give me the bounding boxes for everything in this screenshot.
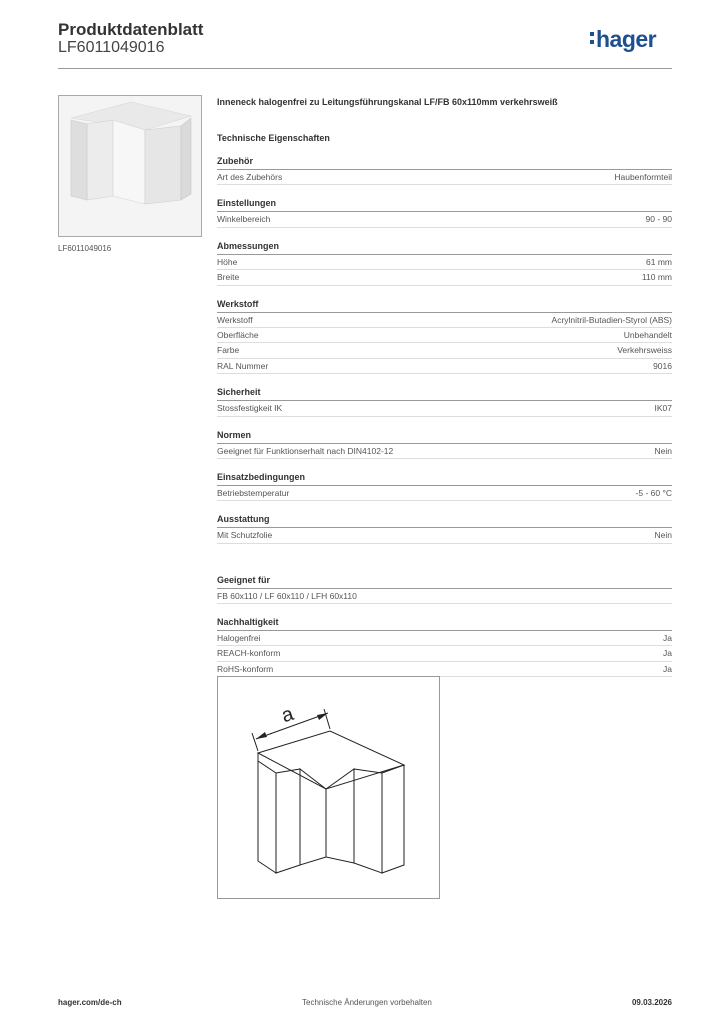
- section-title: Zubehör: [217, 156, 672, 170]
- footer-website: hager.com/de-ch: [58, 998, 122, 1007]
- spec-label: RAL Nummer: [217, 360, 269, 371]
- spec-row: [217, 170, 672, 185]
- section-title: Ausstattung: [217, 514, 672, 528]
- spec-value: Nein: [654, 445, 672, 456]
- spec-section-normen: [217, 430, 672, 459]
- spec-value: Ja: [663, 633, 672, 644]
- page-title: Produktdatenblatt: [58, 20, 204, 39]
- spec-value: 110 mm: [641, 272, 672, 283]
- section-title: Werkstoff: [217, 299, 672, 313]
- spec-label: FB 60x110 / LF 60x110 / LFH 60x110: [217, 590, 357, 601]
- spec-value: Ja: [663, 663, 672, 674]
- spec-label: Halogenfrei: [217, 633, 261, 644]
- spec-value: Verkehrsweiss: [617, 345, 672, 356]
- spec-row: [217, 589, 672, 604]
- spec-value: 90 - 90: [645, 214, 672, 225]
- spec-value: 9016: [653, 360, 672, 371]
- spec-section-einsatzbedingungen: [217, 472, 672, 501]
- spec-value: Ja: [663, 648, 672, 659]
- spec-label: Oberfläche: [217, 329, 259, 340]
- spec-label: Betriebstemperatur: [217, 487, 290, 498]
- image-caption: LF6011049016: [58, 244, 112, 253]
- footer-disclaimer: Technische Änderungen vorbehalten: [302, 998, 432, 1007]
- spec-row: [217, 313, 672, 328]
- spec-row: [217, 631, 672, 646]
- section-title: Sicherheit: [217, 387, 672, 401]
- spec-row: [217, 343, 672, 358]
- product-image: [58, 95, 202, 237]
- section-title: Abmessungen: [217, 241, 672, 255]
- product-image-drawing: [59, 96, 201, 236]
- spec-label: Art des Zubehörs: [217, 172, 283, 182]
- hager-logo: [590, 26, 656, 53]
- spec-section-werkstoff: [217, 299, 672, 375]
- spec-label: Stossfestigkeit IK: [217, 403, 283, 414]
- tech-properties-heading: Technische Eigenschaften: [217, 133, 330, 143]
- spec-row: [217, 401, 672, 416]
- spec-row: [217, 212, 672, 227]
- spec-row: [217, 486, 672, 501]
- article-number: LF6011049016: [58, 39, 165, 56]
- spec-section-nachhaltigkeit: [217, 617, 672, 677]
- spec-value: Acrylnitril-Butadien-Styrol (ABS): [551, 314, 672, 325]
- left-flange: [258, 761, 276, 873]
- technical-drawing-svg: [218, 677, 439, 898]
- spec-value: Unbehandelt: [623, 329, 672, 340]
- spec-row: [217, 528, 672, 543]
- spec-row: [217, 328, 672, 343]
- spec-row: [217, 444, 672, 459]
- section-title: Einstellungen: [217, 198, 672, 212]
- right-flange: [382, 765, 404, 873]
- footer-date: 09.03.2026: [631, 998, 672, 1007]
- spec-row: [217, 646, 672, 661]
- spec-row: [217, 662, 672, 677]
- header-divider: [58, 68, 672, 69]
- dimension-arrow: [256, 732, 267, 739]
- spec-section-geeignet: [217, 575, 672, 604]
- spec-label: REACH-konform: [217, 648, 281, 659]
- spec-section-sicherheit: [217, 387, 672, 416]
- spec-row: [217, 359, 672, 374]
- technical-drawing: [217, 676, 440, 899]
- spec-value: IK07: [654, 403, 672, 414]
- dimension-extension-line: [252, 733, 258, 751]
- right-wall: [354, 769, 382, 873]
- product-specs: [217, 97, 672, 709]
- spec-label: Mit Schutzfolie: [217, 530, 273, 541]
- spec-section-einstellungen: [217, 198, 672, 227]
- spec-section-ausstattung: [217, 514, 672, 543]
- spec-value: Haubenformteil: [614, 172, 672, 182]
- spec-row: [217, 255, 672, 270]
- center-inner-wall: [300, 769, 326, 865]
- spec-row: [217, 270, 672, 285]
- spec-section-zubehoer: [217, 156, 672, 185]
- product-title: Inneneck halogenfrei zu Leitungsführungskanal LF/FB 60x110mm verkehrsweiß: [217, 97, 558, 107]
- spec-label: Geeignet für Funktionserhalt nach DIN4102-12: [217, 445, 394, 456]
- dimension-extension-line: [324, 709, 330, 729]
- logo-text: hager: [596, 26, 657, 52]
- section-title: Normen: [217, 430, 672, 444]
- spec-section-abmessungen: [217, 241, 672, 286]
- spec-label: Farbe: [217, 345, 240, 356]
- center-inner-wall: [326, 769, 354, 863]
- left-wall: [276, 769, 300, 873]
- section-title: Einsatzbedingungen: [217, 472, 672, 486]
- spec-label: Höhe: [217, 256, 238, 267]
- spec-value: 61 mm: [646, 256, 672, 267]
- spec-value: -5 - 60 °C: [635, 487, 672, 498]
- section-title: Nachhaltigkeit: [217, 617, 672, 631]
- spec-label: Werkstoff: [217, 314, 253, 325]
- section-title: Geeignet für: [217, 575, 672, 589]
- dimension-label: a: [278, 702, 297, 728]
- spec-label: Breite: [217, 272, 240, 283]
- spec-label: Winkelbereich: [217, 214, 271, 225]
- spec-value: Nein: [654, 530, 672, 541]
- spec-label: RoHS-konform: [217, 663, 274, 674]
